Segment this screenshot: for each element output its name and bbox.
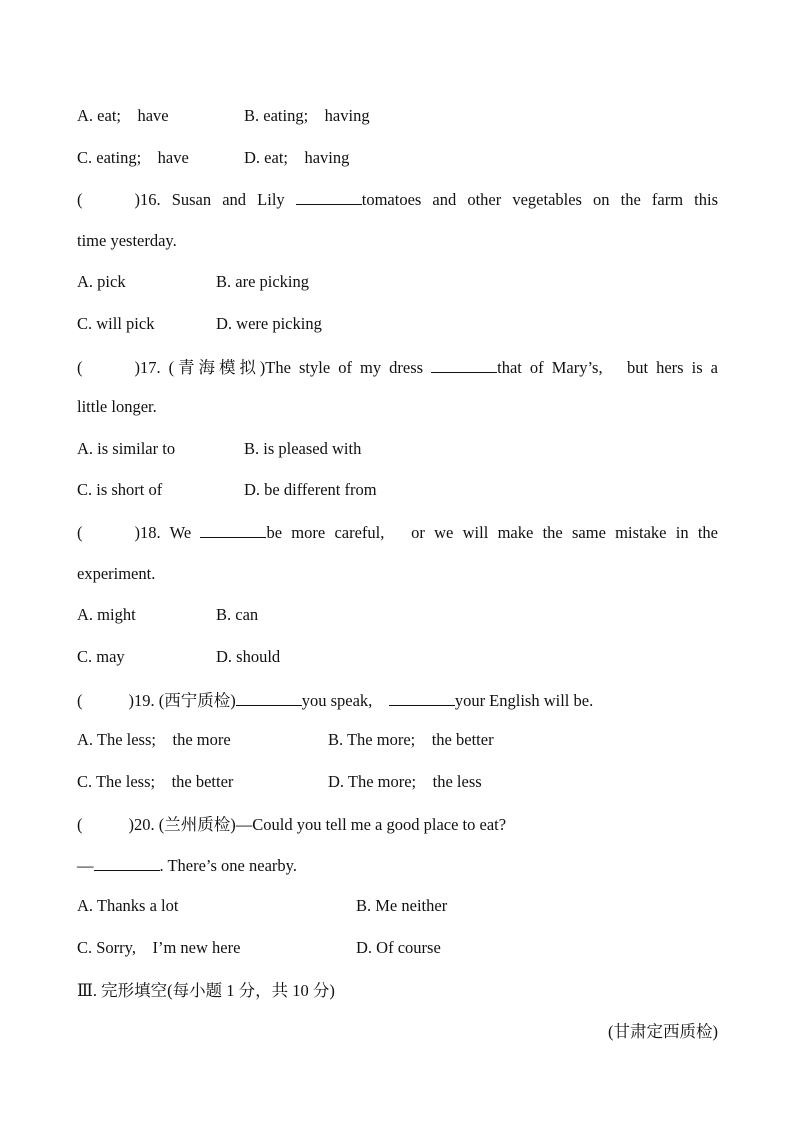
q16-option-c: C. will pick — [77, 314, 155, 333]
q16-stem-after: tomatoes and other vegetables on the farm this — [361, 190, 718, 209]
answer-paren-open: ( — [77, 190, 83, 209]
answer-paren-open: ( — [77, 523, 83, 542]
q18-stem-before: )18. We — [134, 523, 201, 542]
q18-stem-continued: experiment. — [77, 564, 156, 583]
q20-stem-text: )20. (兰州质检)—Could you tell me a good place to eat? — [128, 815, 507, 834]
q15-option-d: D. eat; having — [244, 148, 350, 167]
answer-paren-open: ( — [77, 358, 83, 377]
q16-option-a: A. pick — [77, 272, 126, 291]
q19-stem-before: )19. (西宁质检) — [128, 691, 236, 710]
answer-blank[interactable] — [389, 690, 455, 706]
section-source: (甘肃定西质检) — [608, 1022, 718, 1041]
q19-option-d: D. The more; the less — [328, 772, 482, 791]
q18-option-b: B. can — [216, 605, 259, 624]
q20-option-a: A. Thanks a lot — [77, 896, 179, 915]
answer-paren-open: ( — [77, 815, 83, 834]
q20-reply-dash: — — [77, 856, 94, 875]
q16-stem-before: )16. Susan and Lily — [134, 190, 296, 209]
q20-option-b: B. Me neither — [356, 896, 448, 915]
answer-blank[interactable] — [236, 690, 302, 706]
q20-reply — [77, 855, 297, 876]
answer-blank[interactable] — [296, 189, 362, 205]
q17-option-c: C. is short of — [77, 480, 163, 499]
q16-option-b: B. are picking — [216, 272, 310, 291]
q17-option-a: A. is similar to — [77, 439, 176, 458]
q18-option-d: D. should — [216, 647, 281, 666]
q20-option-c: C. Sorry, I’m new here — [77, 938, 241, 957]
q19-stem-after: your English will be. — [454, 691, 594, 710]
q15-option-c: C. eating; have — [77, 148, 189, 167]
q17-stem-before: )17. (青海模拟)The style of my dress — [134, 358, 432, 377]
q20-stem — [77, 815, 506, 835]
q16-option-d: D. were picking — [216, 314, 322, 333]
q15-option-b: B. eating; having — [244, 106, 370, 125]
q16-stem-continued: time yesterday. — [77, 231, 177, 250]
q17-stem — [77, 357, 718, 378]
q19-option-b: B. The more; the better — [328, 730, 494, 749]
q19-option-c: C. The less; the better — [77, 772, 234, 791]
answer-blank[interactable] — [431, 357, 497, 373]
q17-stem-after: that of Mary’s, but hers is a — [497, 358, 718, 377]
q20-option-d: D. Of course — [356, 938, 441, 957]
q20-reply-after: . There’s one nearby. — [159, 856, 297, 875]
section-heading: Ⅲ. 完形填空(每小题 1 分，共 10 分) — [77, 981, 335, 1000]
q18-option-a: A. might — [77, 605, 136, 624]
q16-stem — [77, 189, 718, 210]
answer-blank[interactable] — [200, 522, 266, 538]
answer-blank[interactable] — [94, 855, 160, 871]
q19-option-a: A. The less; the more — [77, 730, 231, 749]
q15-option-a: A. eat; have — [77, 106, 169, 125]
q17-stem-continued: little longer. — [77, 397, 157, 416]
q18-stem — [77, 522, 718, 543]
answer-paren-open: ( — [77, 691, 83, 710]
q18-option-c: C. may — [77, 647, 125, 666]
q17-option-b: B. is pleased with — [244, 439, 362, 458]
q19-stem-mid: you speak, — [301, 691, 389, 710]
q19-stem — [77, 690, 593, 711]
q17-option-d: D. be different from — [244, 480, 377, 499]
q18-stem-after: be more careful, or we will make the same mistake in the — [266, 523, 718, 542]
